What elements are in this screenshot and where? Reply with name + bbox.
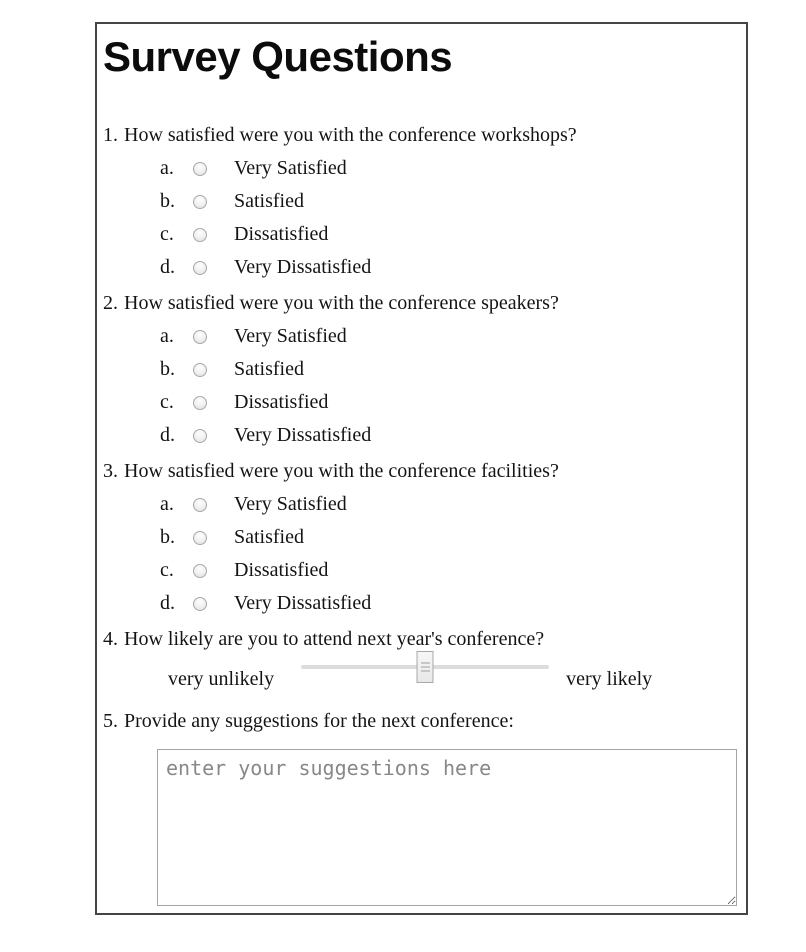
radio-button[interactable] bbox=[193, 597, 207, 611]
option-list bbox=[103, 488, 738, 620]
slider-thumb[interactable] bbox=[417, 651, 434, 683]
radio-button[interactable] bbox=[193, 429, 207, 443]
radio-button[interactable] bbox=[193, 363, 207, 377]
option-label: Very Satisfied bbox=[234, 325, 347, 347]
question-text: How likely are you to attend next year's conference? bbox=[124, 628, 545, 650]
question-text: How satisfied were you with the conference facilities? bbox=[124, 460, 559, 482]
option-row bbox=[160, 353, 738, 386]
option-label: Very Satisfied bbox=[234, 493, 347, 515]
question-number: 4. bbox=[103, 628, 118, 650]
option-row bbox=[160, 521, 738, 554]
option-row bbox=[160, 320, 738, 353]
radio-button[interactable] bbox=[193, 330, 207, 344]
option-label: Very Dissatisfied bbox=[234, 424, 372, 446]
option-row bbox=[160, 419, 738, 452]
option-label: Dissatisfied bbox=[234, 559, 329, 581]
question-attend-next-year bbox=[103, 623, 738, 702]
option-letter: a. bbox=[160, 325, 174, 347]
question-list bbox=[103, 119, 738, 906]
survey-frame bbox=[95, 22, 748, 915]
question-speakers bbox=[103, 287, 738, 452]
option-row bbox=[160, 386, 738, 419]
question-line bbox=[103, 705, 738, 738]
option-letter: c. bbox=[160, 559, 174, 581]
question-number: 1. bbox=[103, 124, 118, 146]
question-number: 2. bbox=[103, 292, 118, 314]
question-suggestions bbox=[103, 705, 738, 906]
option-row bbox=[160, 554, 738, 587]
option-row bbox=[160, 587, 738, 620]
question-number: 5. bbox=[103, 710, 118, 732]
likelihood-slider[interactable] bbox=[301, 656, 549, 702]
radio-button[interactable] bbox=[193, 195, 207, 209]
option-list bbox=[103, 320, 738, 452]
survey-content bbox=[97, 24, 746, 906]
question-number: 3. bbox=[103, 460, 118, 482]
slider-grip-icon bbox=[421, 663, 430, 672]
option-letter: d. bbox=[160, 256, 175, 278]
option-label: Very Satisfied bbox=[234, 157, 347, 179]
option-list bbox=[103, 152, 738, 284]
option-letter: b. bbox=[160, 358, 175, 380]
option-letter: a. bbox=[160, 493, 174, 515]
question-facilities bbox=[103, 455, 738, 620]
option-row bbox=[160, 152, 738, 185]
option-letter: c. bbox=[160, 391, 174, 413]
radio-button[interactable] bbox=[193, 498, 207, 512]
option-label: Dissatisfied bbox=[234, 391, 329, 413]
page-title: Survey Questions bbox=[103, 33, 453, 80]
likelihood-slider-row bbox=[168, 656, 738, 702]
option-letter: d. bbox=[160, 592, 175, 614]
option-row bbox=[160, 251, 738, 284]
question-text: How satisfied were you with the conference speakers? bbox=[124, 292, 559, 314]
option-label: Dissatisfied bbox=[234, 223, 329, 245]
question-workshops bbox=[103, 119, 738, 284]
option-label: Very Dissatisfied bbox=[234, 256, 372, 278]
question-line bbox=[103, 119, 738, 152]
slider-right-label: very likely bbox=[566, 667, 653, 690]
radio-button[interactable] bbox=[193, 228, 207, 242]
question-text: Provide any suggestions for the next conference: bbox=[124, 710, 514, 732]
radio-button[interactable] bbox=[193, 261, 207, 275]
radio-button[interactable] bbox=[193, 162, 207, 176]
suggestions-textarea[interactable] bbox=[157, 749, 737, 906]
question-text: How satisfied were you with the conference workshops? bbox=[124, 124, 577, 146]
option-letter: b. bbox=[160, 526, 175, 548]
option-row bbox=[160, 218, 738, 251]
option-label: Very Dissatisfied bbox=[234, 592, 372, 614]
radio-button[interactable] bbox=[193, 531, 207, 545]
option-letter: d. bbox=[160, 424, 175, 446]
question-line bbox=[103, 287, 738, 320]
radio-button[interactable] bbox=[193, 396, 207, 410]
slider-left-label: very unlikely bbox=[168, 667, 275, 690]
textarea-wrapper bbox=[157, 749, 738, 906]
question-line bbox=[103, 455, 738, 488]
option-row bbox=[160, 488, 738, 521]
option-label: Satisfied bbox=[234, 526, 304, 548]
radio-button[interactable] bbox=[193, 564, 207, 578]
option-letter: c. bbox=[160, 223, 174, 245]
option-row bbox=[160, 185, 738, 218]
option-label: Satisfied bbox=[234, 190, 304, 212]
option-letter: a. bbox=[160, 157, 174, 179]
option-label: Satisfied bbox=[234, 358, 304, 380]
option-letter: b. bbox=[160, 190, 175, 212]
